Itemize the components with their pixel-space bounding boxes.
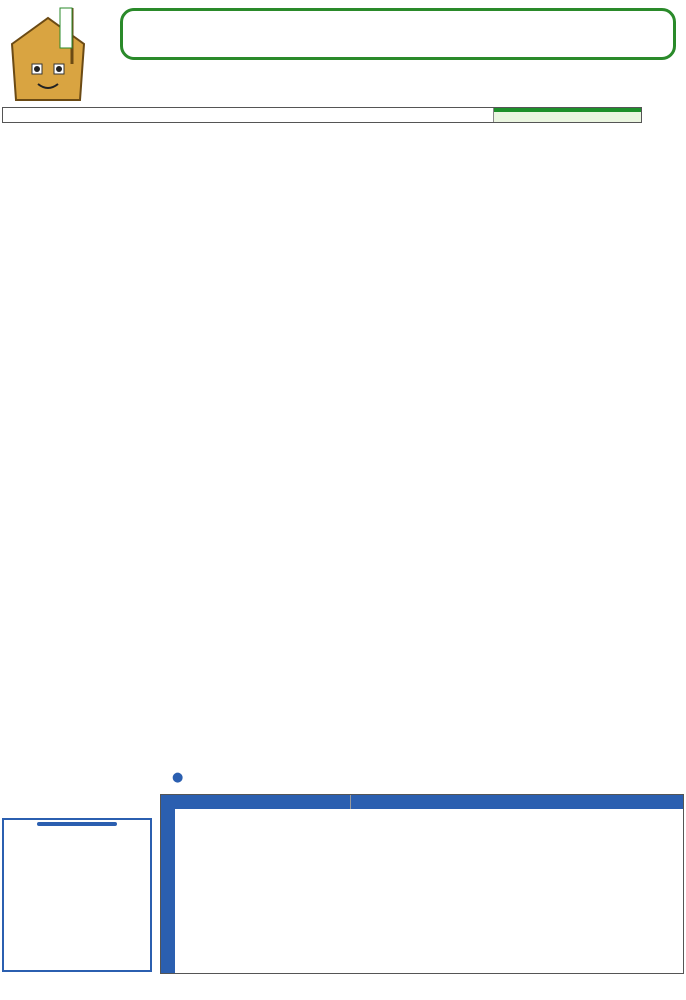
- contact-col-window: [351, 795, 683, 809]
- business-waste-box: [2, 818, 152, 972]
- side-reference-text: [648, 112, 682, 672]
- contact-col-type: [175, 795, 351, 809]
- title-banner: [120, 8, 676, 60]
- business-waste-title: [37, 822, 117, 826]
- business-waste-body: [4, 828, 150, 830]
- mascot-house-icon: [2, 4, 94, 104]
- header: [0, 0, 686, 110]
- sorting-table: [2, 107, 642, 123]
- mid-section: [3, 108, 641, 122]
- mercury-notice: [493, 108, 641, 122]
- lower-notice: ●: [172, 770, 184, 785]
- contact-table: [160, 794, 684, 974]
- contact-side-label: [161, 795, 175, 973]
- contact-header-row: [175, 795, 683, 809]
